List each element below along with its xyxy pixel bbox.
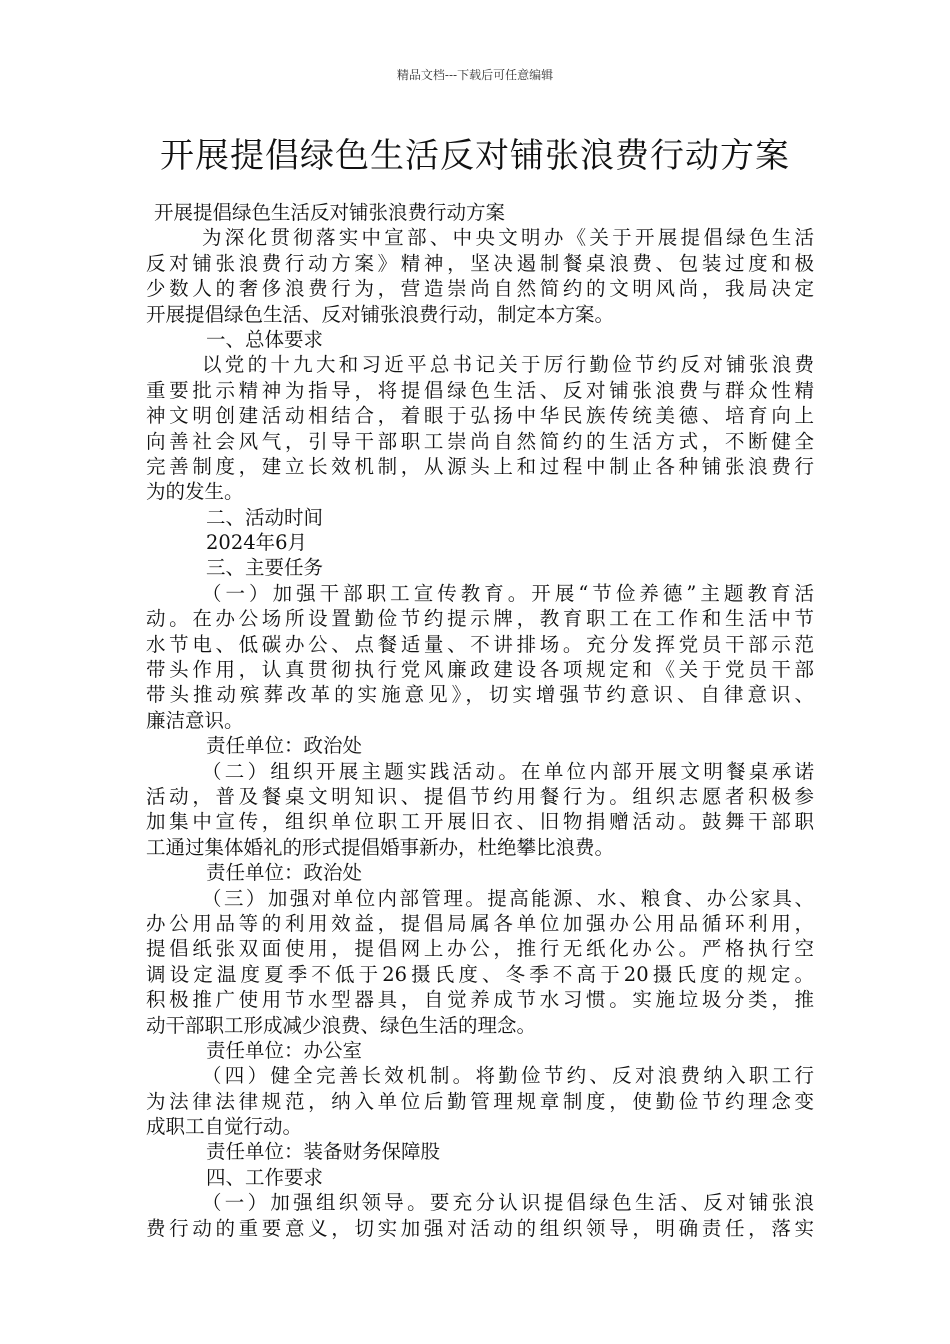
- text-line: 反对铺张浪费行动方案》精神，坚决遏制餐桌浪费、包装过度和极: [146, 251, 814, 275]
- text-line: 向善社会风气，引导干部职工崇尚自然简约的生活方式，不断健全: [146, 429, 814, 453]
- text-line: 带头作用，认真贯彻执行党风廉政建设各项规定和《关于党员干部: [146, 658, 814, 682]
- document-title: 开展提倡绿色生活反对铺张浪费行动方案: [160, 136, 790, 176]
- text-line: 神文明创建活动相结合，着眼于弘扬中华民族传统美德、培育向上: [146, 404, 814, 428]
- text-line: （一）加强干部职工宣传教育。开展“节俭养德”主题教育活: [202, 581, 814, 605]
- text-line: 四、工作要求: [206, 1165, 324, 1189]
- text-line: 费行动的重要意义，切实加强对活动的组织领导，明确责任，落实: [146, 1216, 814, 1240]
- text-line: 为深化贯彻落实中宣部、中央文明办《关于开展提倡绿色生活: [202, 226, 814, 250]
- text-line: 动干部职工形成减少浪费、绿色生活的理念。: [146, 1013, 537, 1037]
- text-line: 为的发生。: [146, 480, 244, 504]
- text-line: 责任单位：政治处: [206, 734, 363, 758]
- text-line: 责任单位：政治处: [206, 861, 363, 885]
- document-subtitle: 开展提倡绿色生活反对铺张浪费行动方案: [154, 201, 506, 224]
- text-line: 动。在办公场所设置勤俭节约提示牌，教育职工在工作和生活中节: [146, 607, 814, 631]
- text-line: 加集中宣传，组织单位职工开展旧衣、旧物捐赠活动。鼓舞干部职: [146, 810, 814, 834]
- text-line: 三、主要任务: [206, 556, 324, 580]
- text-line: 重要批示精神为指导，将提倡绿色生活、反对铺张浪费与群众性精: [146, 378, 814, 402]
- text-line: （四）健全完善长效机制。将勤俭节约、反对浪费纳入职工行: [202, 1064, 814, 1088]
- text-line: 二、活动时间: [206, 505, 324, 529]
- text-line: 提倡纸张双面使用，提倡网上办公，推行无纸化办公。严格执行空: [146, 937, 814, 961]
- text-line: 完善制度，建立长效机制，从源头上和过程中制止各种铺张浪费行: [146, 454, 814, 478]
- text-line: （一）加强组织领导。要充分认识提倡绿色生活、反对铺张浪: [202, 1191, 814, 1215]
- text-line: 责任单位：装备财务保障股: [206, 1140, 441, 1164]
- header-note: 精品文档---下载后可任意编辑: [396, 68, 554, 82]
- text-line: 成职工自觉行动。: [146, 1115, 303, 1139]
- text-line: 开展提倡绿色生活、反对铺张浪费行动，制定本方案。: [146, 302, 615, 326]
- text-line: 水节电、低碳办公、点餐适量、不讲排场。充分发挥党员干部示范: [146, 632, 814, 656]
- text-line: 积极推广使用节水型器具，自觉养成节水习惯。实施垃圾分类，推: [146, 988, 814, 1012]
- text-line: 带头推动殡葬改革的实施意见》，切实增强节约意识、自律意识、: [146, 683, 814, 707]
- text-line: 办公用品等的利用效益，提倡局属各单位加强办公用品循环利用，: [146, 911, 814, 935]
- text-line: 工通过集体婚礼的形式提倡婚事新办，杜绝攀比浪费。: [146, 835, 615, 859]
- text-line: 少数人的奢侈浪费行为，营造崇尚自然简约的文明风尚，我局决定: [146, 277, 814, 301]
- document-body: [146, 200, 814, 1241]
- text-line: 活动，普及餐桌文明知识、提倡节约用餐行为。组织志愿者积极参: [146, 784, 814, 808]
- text-line: 以党的十九大和习近平总书记关于厉行勤俭节约反对铺张浪费: [202, 353, 814, 377]
- text-line: 一、总体要求: [206, 327, 324, 351]
- text-line: 责任单位：办公室: [206, 1038, 363, 1062]
- text-line: （三）加强对单位内部管理。提高能源、水、粮食、办公家具、: [202, 886, 814, 910]
- text-line: 2024年6月: [206, 531, 308, 555]
- text-line: 为法律法律规范，纳入单位后勤管理规章制度，使勤俭节约理念变: [146, 1089, 814, 1113]
- text-line: 廉洁意识。: [146, 708, 244, 732]
- text-line: （二）组织开展主题实践活动。在单位内部开展文明餐桌承诺: [202, 759, 814, 783]
- text-line: 调设定温度夏季不低于26摄氏度、冬季不高于20摄氏度的规定。: [146, 962, 814, 986]
